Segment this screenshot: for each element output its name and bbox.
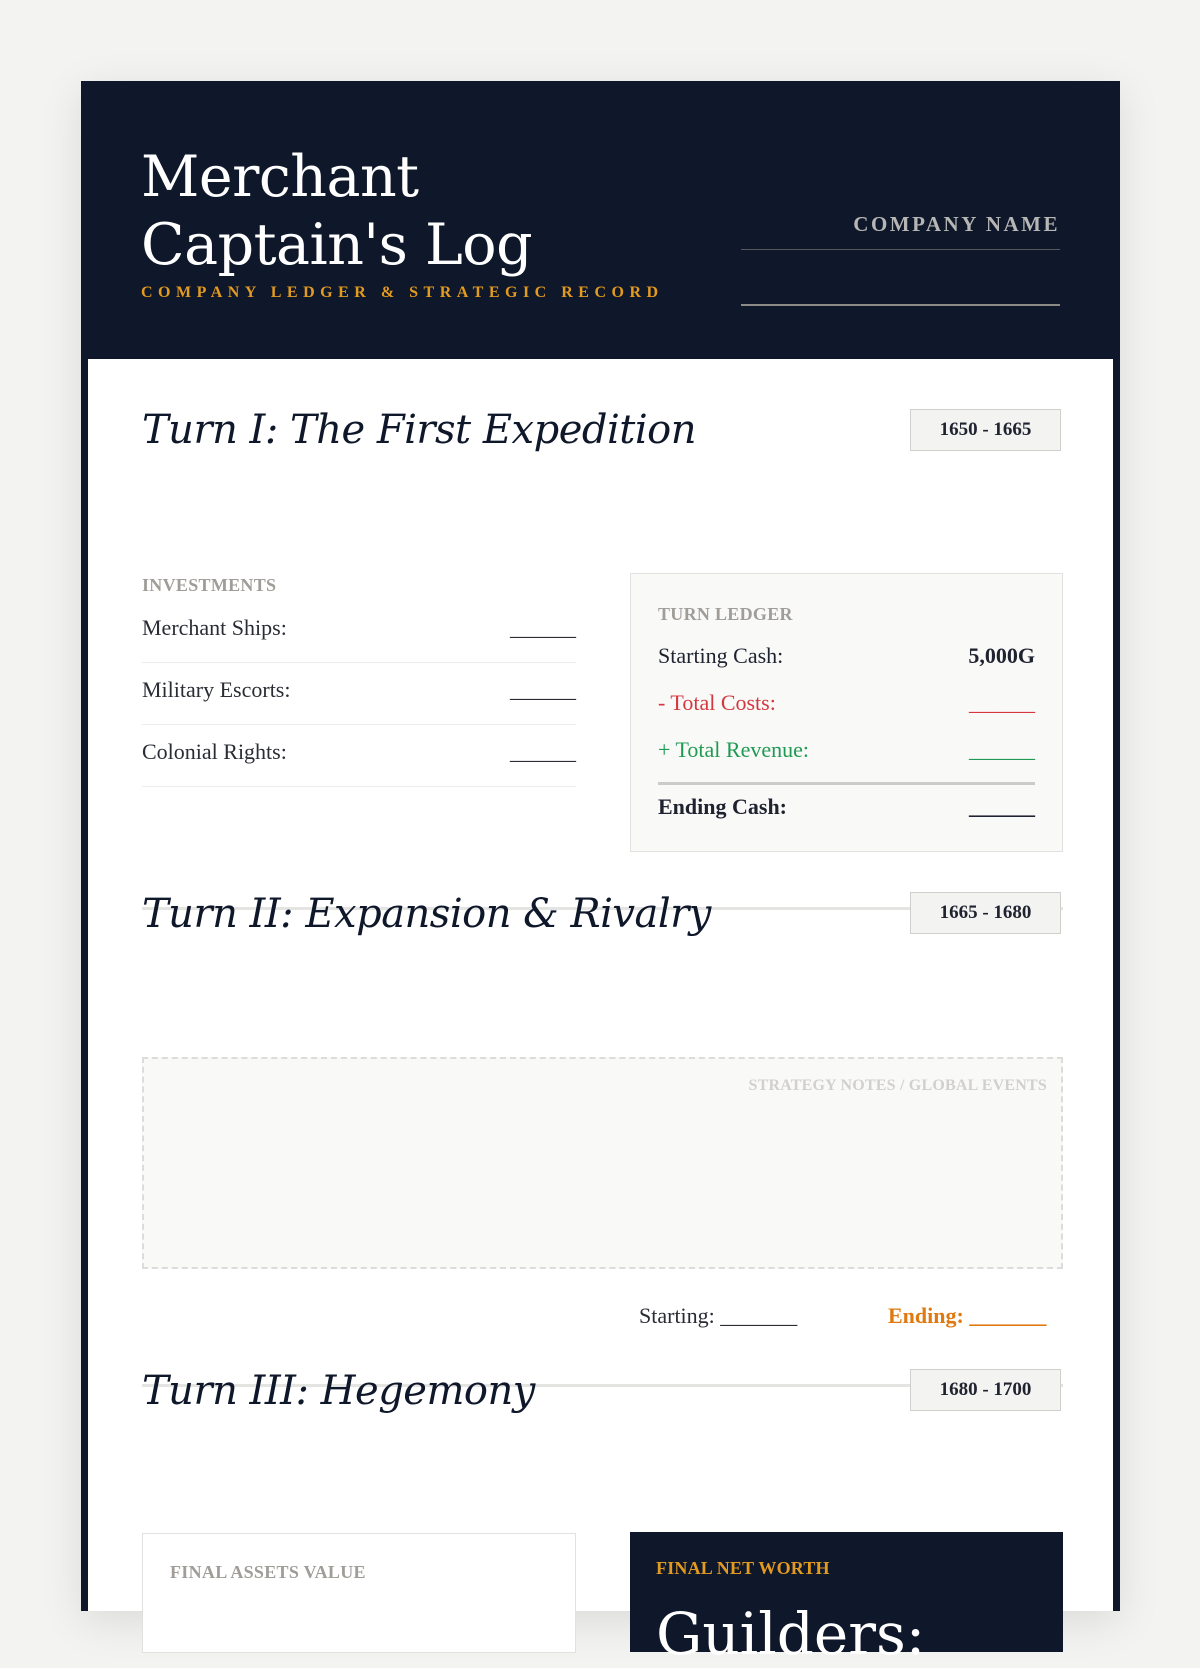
total-costs-field[interactable]: ______ — [969, 690, 1035, 715]
ending-cash-field[interactable]: ______ — [969, 794, 1035, 819]
investment-value-field[interactable]: ______ — [510, 615, 576, 640]
log-sheet — [81, 81, 1120, 1668]
company-name-field[interactable] — [741, 249, 1060, 250]
starting-cash-label: Starting Cash: — [658, 643, 784, 668]
turn-ledger-label: TURN LEDGER — [658, 604, 793, 624]
company-name-underline — [741, 304, 1060, 306]
investment-row-colonial-rights[interactable] — [142, 725, 576, 787]
guilders-value: Guilders: — [656, 1600, 926, 1668]
investment-label: Military Escorts: — [142, 677, 291, 702]
investment-label: Colonial Rights: — [142, 739, 287, 764]
final-assets-box[interactable] — [142, 1533, 576, 1653]
turn-3-title: Turn III: Hegemony — [142, 1368, 535, 1414]
strategy-notes-label: STRATEGY NOTES / GLOBAL EVENTS — [748, 1077, 1047, 1094]
turn-2-date-badge: 1665 - 1680 — [910, 892, 1061, 934]
investment-row-military-escorts[interactable] — [142, 663, 576, 725]
total-revenue-field[interactable]: ______ — [969, 737, 1035, 762]
total-costs-label: - Total Costs: — [658, 690, 776, 715]
investment-value-field[interactable]: ______ — [510, 677, 576, 702]
page-subtitle: COMPANY LEDGER & STRATEGIC RECORD — [141, 284, 664, 301]
investment-value-field[interactable]: ______ — [510, 739, 576, 764]
turn-1-title: Turn I: The First Expedition — [142, 407, 696, 453]
company-name-label: COMPANY NAME — [853, 212, 1060, 236]
turn-3-date-badge: 1680 - 1700 — [910, 1369, 1061, 1411]
final-assets-label: FINAL ASSETS VALUE — [170, 1562, 366, 1582]
starting-cash-value: 5,000G — [968, 643, 1035, 668]
turn-2-starting-cash[interactable]: Starting: _______ — [639, 1303, 798, 1328]
strategy-notes-area[interactable] — [142, 1057, 1063, 1269]
turn-1-date-badge: 1650 - 1665 — [910, 409, 1061, 451]
investments-label: INVESTMENTS — [142, 575, 277, 595]
investment-row-merchant-ships[interactable] — [142, 601, 576, 663]
turn-2-title: Turn II: Expansion & Rivalry — [142, 891, 711, 937]
investment-label: Merchant Ships: — [142, 615, 287, 640]
log-body — [88, 359, 1113, 1668]
turn-ledger — [630, 573, 1063, 852]
turn-2-ending-cash[interactable]: Ending: _______ — [888, 1303, 1047, 1328]
ending-cash-label: Ending Cash: — [658, 794, 788, 819]
final-net-worth-label: FINAL NET WORTH — [656, 1558, 830, 1578]
page-title: Merchant Captain's Log — [141, 144, 533, 278]
final-net-worth-box — [630, 1532, 1063, 1668]
header — [81, 81, 1120, 359]
ledger-divider — [658, 782, 1035, 785]
total-revenue-label: + Total Revenue: — [658, 737, 809, 762]
